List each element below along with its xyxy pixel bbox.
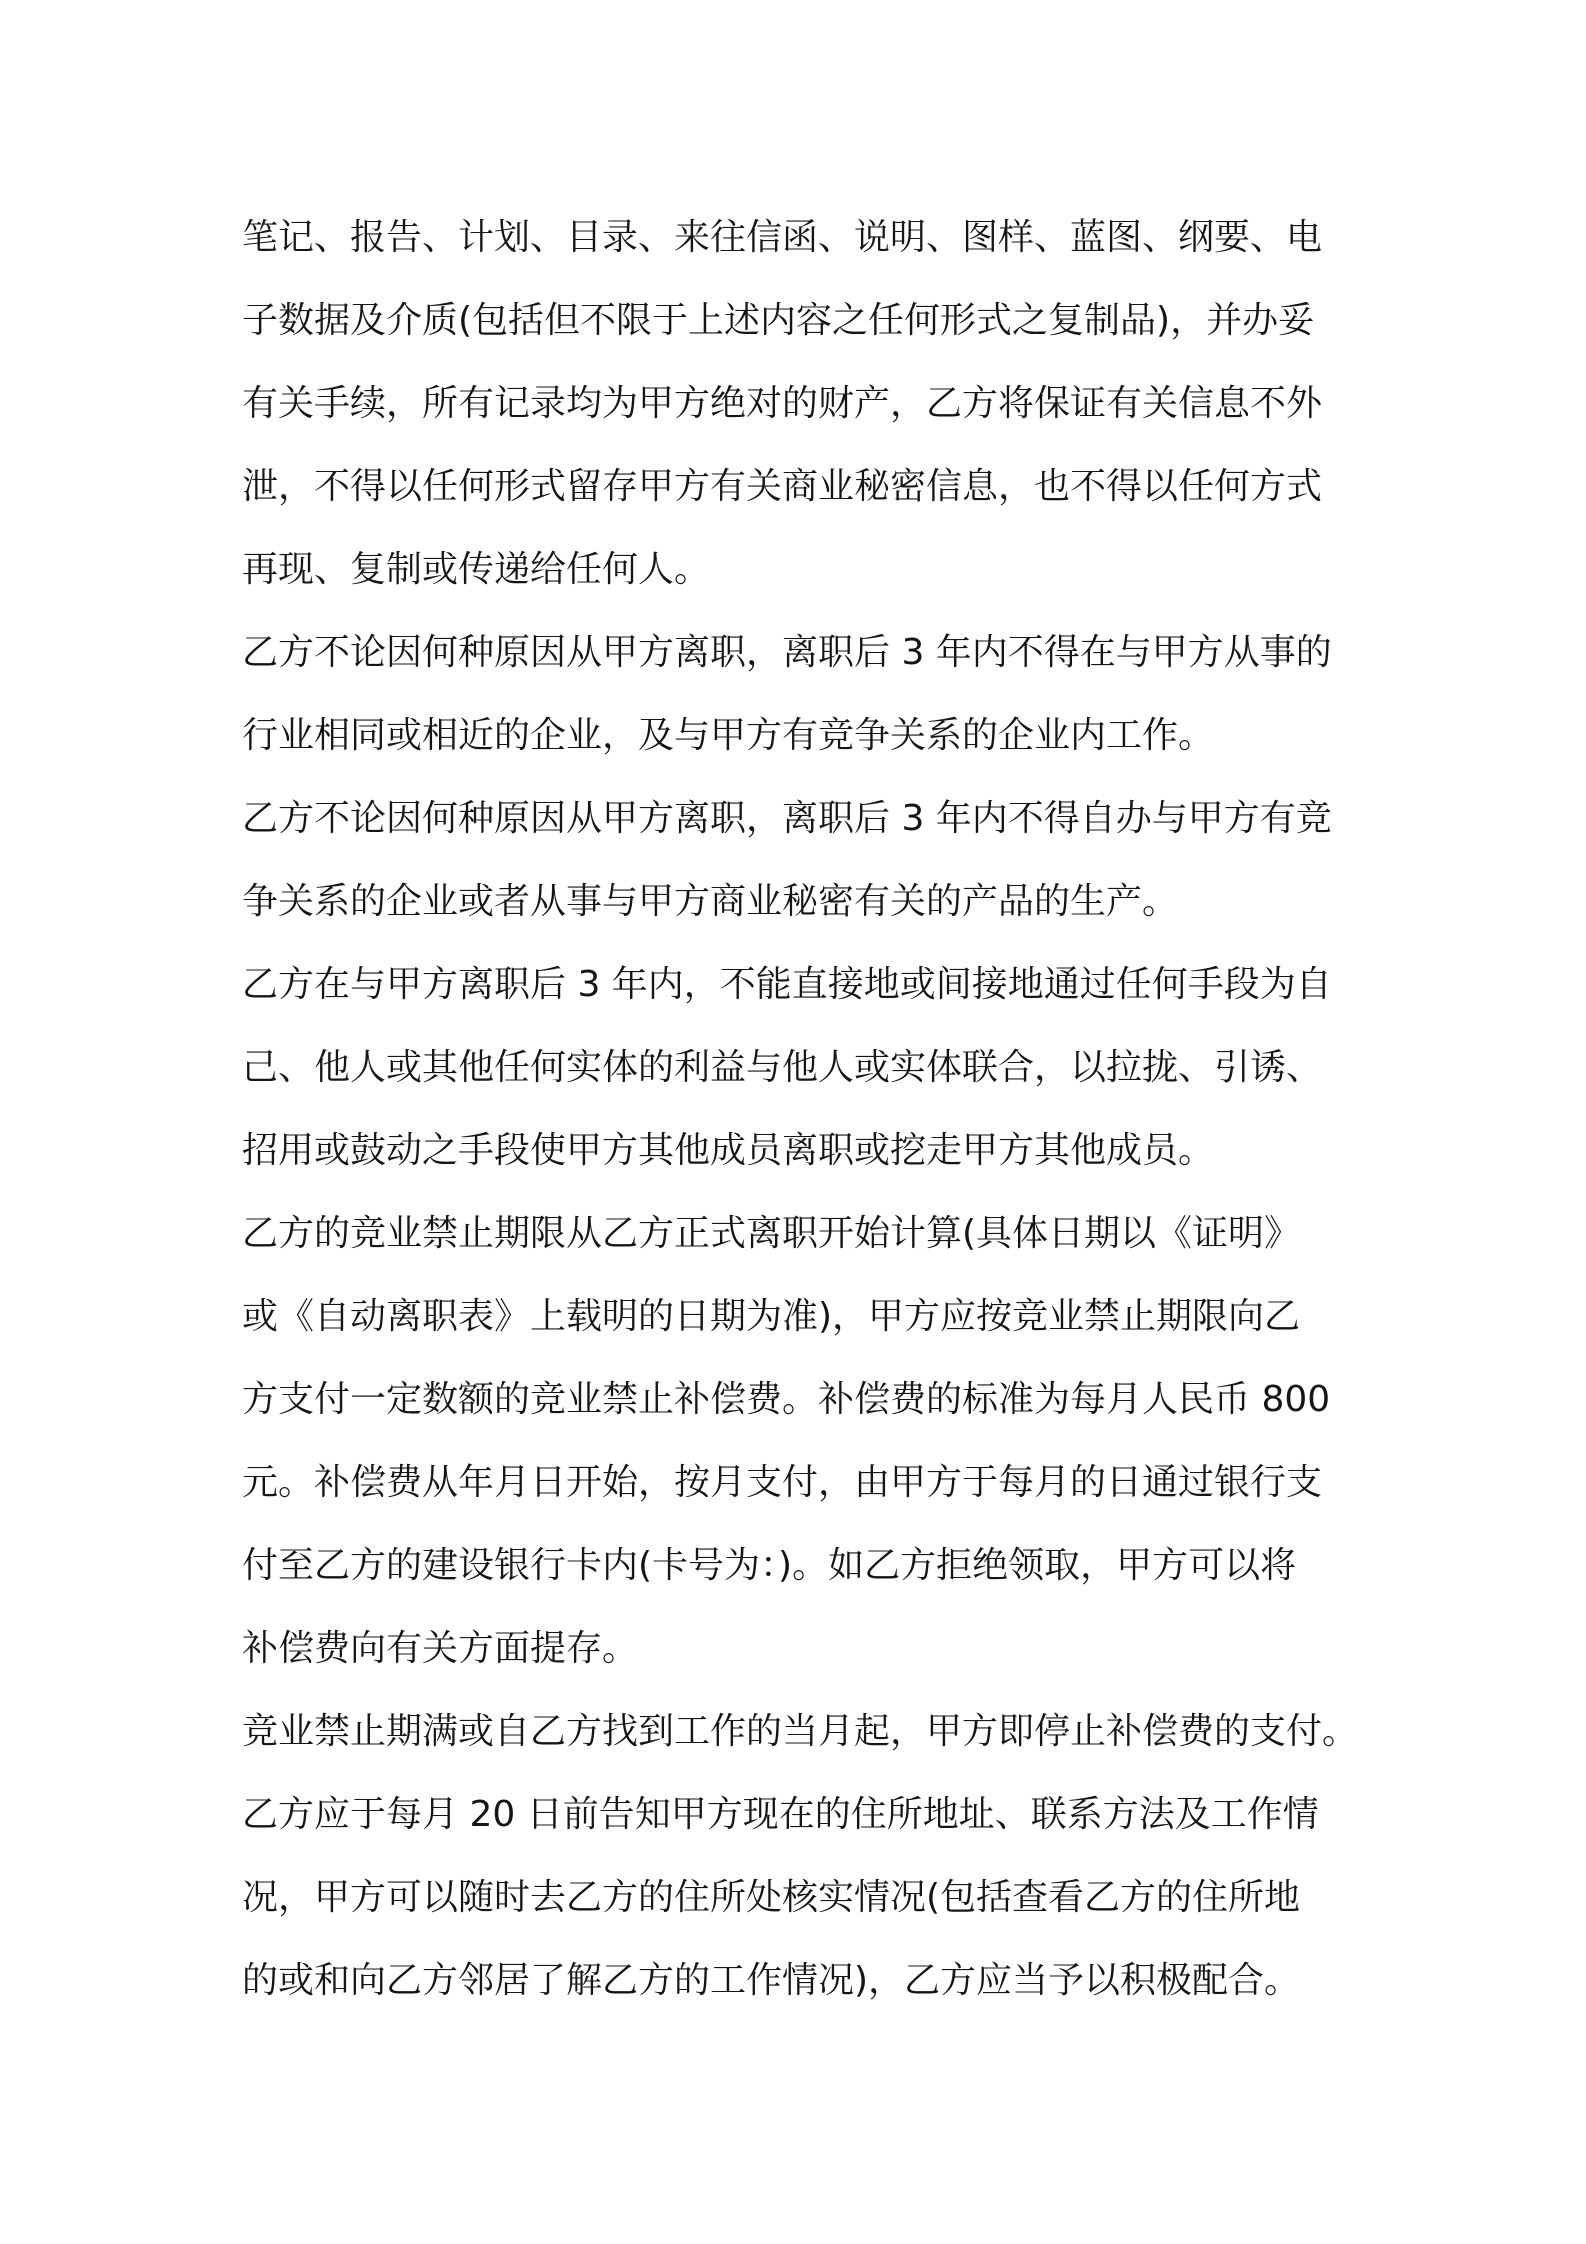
text-line: 再现、复制或传递给任何人。 — [242, 549, 711, 590]
text-line: 行业相同或相近的企业，及与甲方有竞争关系的企业内工作。 — [242, 715, 1215, 756]
text-line: 子数据及介质(包括但不限于上述内容之任何形式之复制品)，并办妥 — [242, 300, 1315, 341]
text-line: 乙方应于每月 20 日前告知甲方现在的住所地址、联系方法及工作情 — [242, 1794, 1319, 1835]
text-line: 乙方在与甲方离职后 3 年内，不能直接地或间接地通过任何手段为自 — [242, 964, 1332, 1005]
text-line: 乙方的竞业禁止期限从乙方正式离职开始计算(具体日期以《证明》 — [242, 1213, 1301, 1254]
text-line: 己、他人或其他任何实体的利益与他人或实体联合，以拉拢、引诱、 — [242, 1047, 1323, 1088]
text-line: 或《自动离职表》上载明的日期为准)，甲方应按竞业禁止期限向乙 — [242, 1296, 1301, 1337]
text-line: 笔记、报告、计划、目录、来往信函、说明、图样、蓝图、纲要、电 — [242, 217, 1323, 258]
text-line: 招用或鼓动之手段使甲方其他成员离职或挖走甲方其他成员。 — [242, 1130, 1215, 1171]
text-line: 有关手续，所有记录均为甲方绝对的财产，乙方将保证有关信息不外 — [242, 383, 1323, 424]
text-line: 方支付一定数额的竞业禁止补偿费。补偿费的标准为每月人民币 800 — [242, 1379, 1331, 1420]
text-line: 争关系的企业或者从事与甲方商业秘密有关的产品的生产。 — [242, 881, 1179, 922]
text-line: 况，甲方可以随时去乙方的住所处核实情况(包括查看乙方的住所地 — [242, 1877, 1301, 1918]
text-line: 补偿费向有关方面提存。 — [242, 1628, 639, 1669]
text-line: 竞业禁止期满或自乙方找到工作的当月起，甲方即停止补偿费的支付。 — [242, 1711, 1359, 1752]
text-line: 付至乙方的建设银行卡内(卡号为：)。如乙方拒绝领取，甲方可以将 — [242, 1545, 1297, 1586]
text-line: 乙方不论因何种原因从甲方离职，离职后 3 年内不得自办与甲方有竞 — [242, 798, 1332, 839]
text-line: 的或和向乙方邻居了解乙方的工作情况)，乙方应当予以积极配合。 — [242, 1960, 1301, 2001]
document-body — [242, 196, 1357, 2022]
text-line: 泄，不得以任何形式留存甲方有关商业秘密信息，也不得以任何方式 — [242, 466, 1323, 507]
text-line: 元。补偿费从年月日开始，按月支付，由甲方于每月的日通过银行支 — [242, 1462, 1323, 1503]
text-line: 乙方不论因何种原因从甲方离职，离职后 3 年内不得在与甲方从事的 — [242, 632, 1332, 673]
